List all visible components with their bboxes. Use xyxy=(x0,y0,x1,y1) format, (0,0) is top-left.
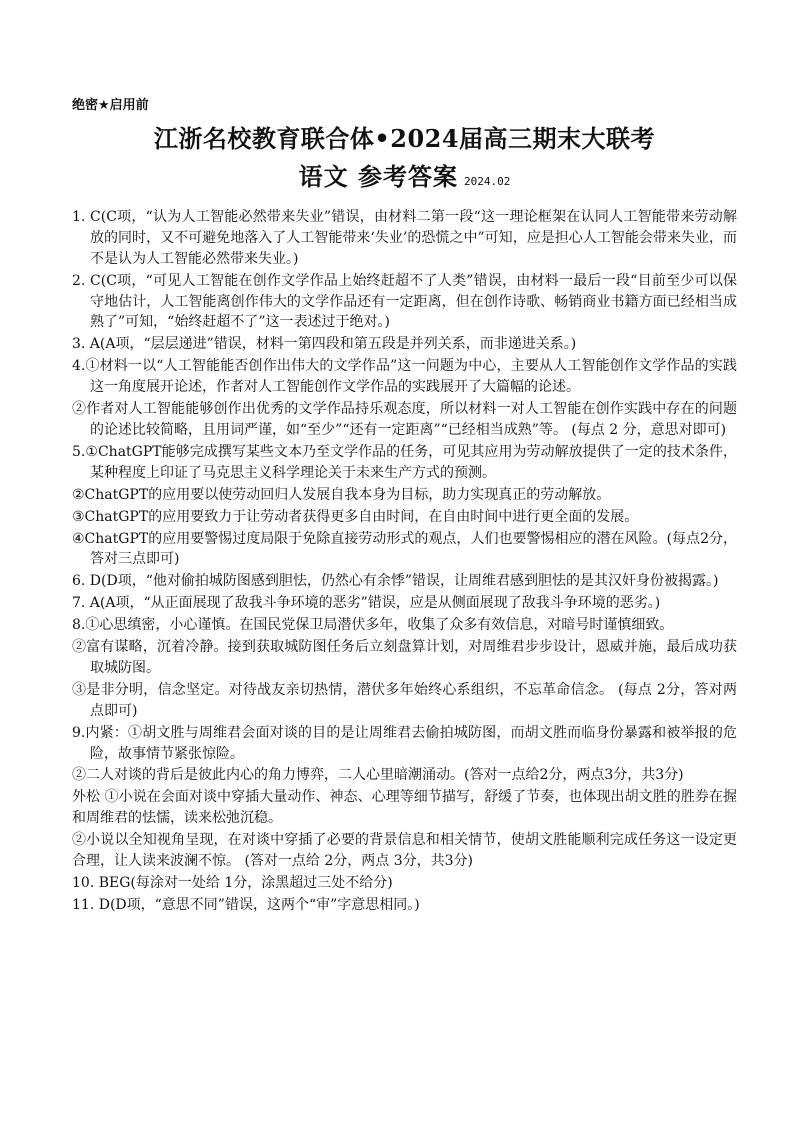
answer-item: ②作者对人工智能能够创作出优秀的文学作品持乐观态度，所以材料一对人工智能在创作实践中存在的问题的论述比较简略，且用词严谨，如“至少”“还有一定距离”“已经相当成熟”等。 (每点 2 分，意思对即可) xyxy=(72,401,737,438)
answer-item: ④ChatGPT的应用要警惕过度局限于免除直接劳动形式的观点，人们也要警惕相应的潜在风险。(每点2分，答对三点即可) xyxy=(72,530,737,568)
answer-item: 2. C(C项，“可见人工智能在创作文学作品上始终赶超不了人类”错误，由材料一最后一段“目前至少可以保守地估计，人工智能离创作伟大的文学作品还有一定距离，但在创作诗歌、畅销商业书籍方面已经相当成熟了”可知，“始终赶超不了”这一表述过于绝对。) xyxy=(72,272,737,331)
page-title: 江浙名校教育联合体•2024届高三期末大联考 xyxy=(153,123,656,153)
exam-date: 2024.02 xyxy=(464,174,511,188)
answer-item: 3. A(A项，“层层递进”错误，材料一第四段和第五段是并列关系，而非递进关系。) xyxy=(72,336,577,353)
answer-item: 10. BEG(每涂对一处给 1分，涂黑超过三处不给分) xyxy=(72,875,393,891)
answer-item: 4.①材料一以“人工智能能否创作出伟大的文学作品”这一问题为中心，主要从人工智能创作文学作品的实践这一角度展开论述，作者对人工智能创作文学作品的实践展开了大篇幅的论述。 xyxy=(72,358,737,396)
answer-item: ③是非分明，信念坚定。对待战友亲切热情，潜伏多年始终心系组织，不忘革命信念。 (每点 2分，答对两点即可) xyxy=(72,681,737,719)
answer-item: ②富有谋略，沉着冷静。接到获取城防图任务后立刻盘算计划，对周维君步步设计，恩威并施，最后成功获取城防图。 xyxy=(72,639,737,676)
answer-list xyxy=(72,207,737,916)
answer-item: ②二人对谈的背后是彼此内心的角力博弈，二人心里暗潮涌动。(答对一点给2分，两点3分，共3分) xyxy=(72,767,684,784)
answer-item: 5.①ChatGPT能够完成撰写某些文本乃至文学作品的任务，可见其应用为劳动解放提供了一定的技术条件，某种程度上印证了马克思主义科学理论关于未来生产方式的预测。 xyxy=(72,443,737,481)
answer-item: ②ChatGPT的应用要以使劳动回归人发展自我本身为目标，助力实现真正的劳动解放。 xyxy=(72,486,611,503)
confidential-label: 绝密★启用前 xyxy=(72,98,149,113)
answer-item: ②小说以全知视角呈现，在对谈中穿插了必要的背景信息和相关情节，使胡文胜能顺利完成任务这一设定更合理，让人读来波澜不惊。 (答对一点给 2分，两点 3分，共3分) xyxy=(72,832,737,870)
answer-item: 9.内紧：①胡文胜与周维君会面对谈的目的是让周维君去偷拍城防图，而胡文胜而临身份暴露和被举报的危险，故事情节紧张惊险。 xyxy=(72,724,737,762)
answer-item: 6. D(D项，“他对偷拍城防图感到胆怯，仍然心有余悸”错误，让周维君感到胆怯的是其汉奸身份被揭露。) xyxy=(72,573,719,590)
answer-item: 8.①心思缜密，小心谨慎。在国民党保卫局潜伏多年，收集了众多有效信息，对暗号时谨慎细致。 xyxy=(72,617,674,634)
answer-item: 1. C(C项，“认为人工智能必然带来失业”错误，由材料二第一段“这一理论框架在认同人工智能带来劳动解放的同时，又不可避免地落入了人工智能带来‘失业’的恐慌之中”可知，应是担心人工智能会带来失业，而不是认为人工智能必然带来失业。) xyxy=(72,208,737,267)
answer-item: ③ChatGPT的应用要致力于让劳动者获得更多自由时间，在自由时间中进行更全面的发展。 xyxy=(72,508,639,525)
page-subtitle: 语文 参考答案 xyxy=(298,161,458,191)
subtitle-row xyxy=(72,161,737,193)
answer-item: 11. D(D项，“意思不同”错误，这两个“审”字意思相同。) xyxy=(72,896,420,913)
answer-item: 7. A(A项，“从正面展现了敌我斗争环境的恶劣”错误，应是从侧面展现了敌我斗争环境的恶劣。) xyxy=(72,595,661,612)
answer-item: 外松 ①小说在会面对谈中穿插大量动作、神态、心理等细节描写，舒缓了节奏，也体现出胡文胜的胜券在握和周维君的怯懦，读来松弛沉稳。 xyxy=(72,789,737,827)
